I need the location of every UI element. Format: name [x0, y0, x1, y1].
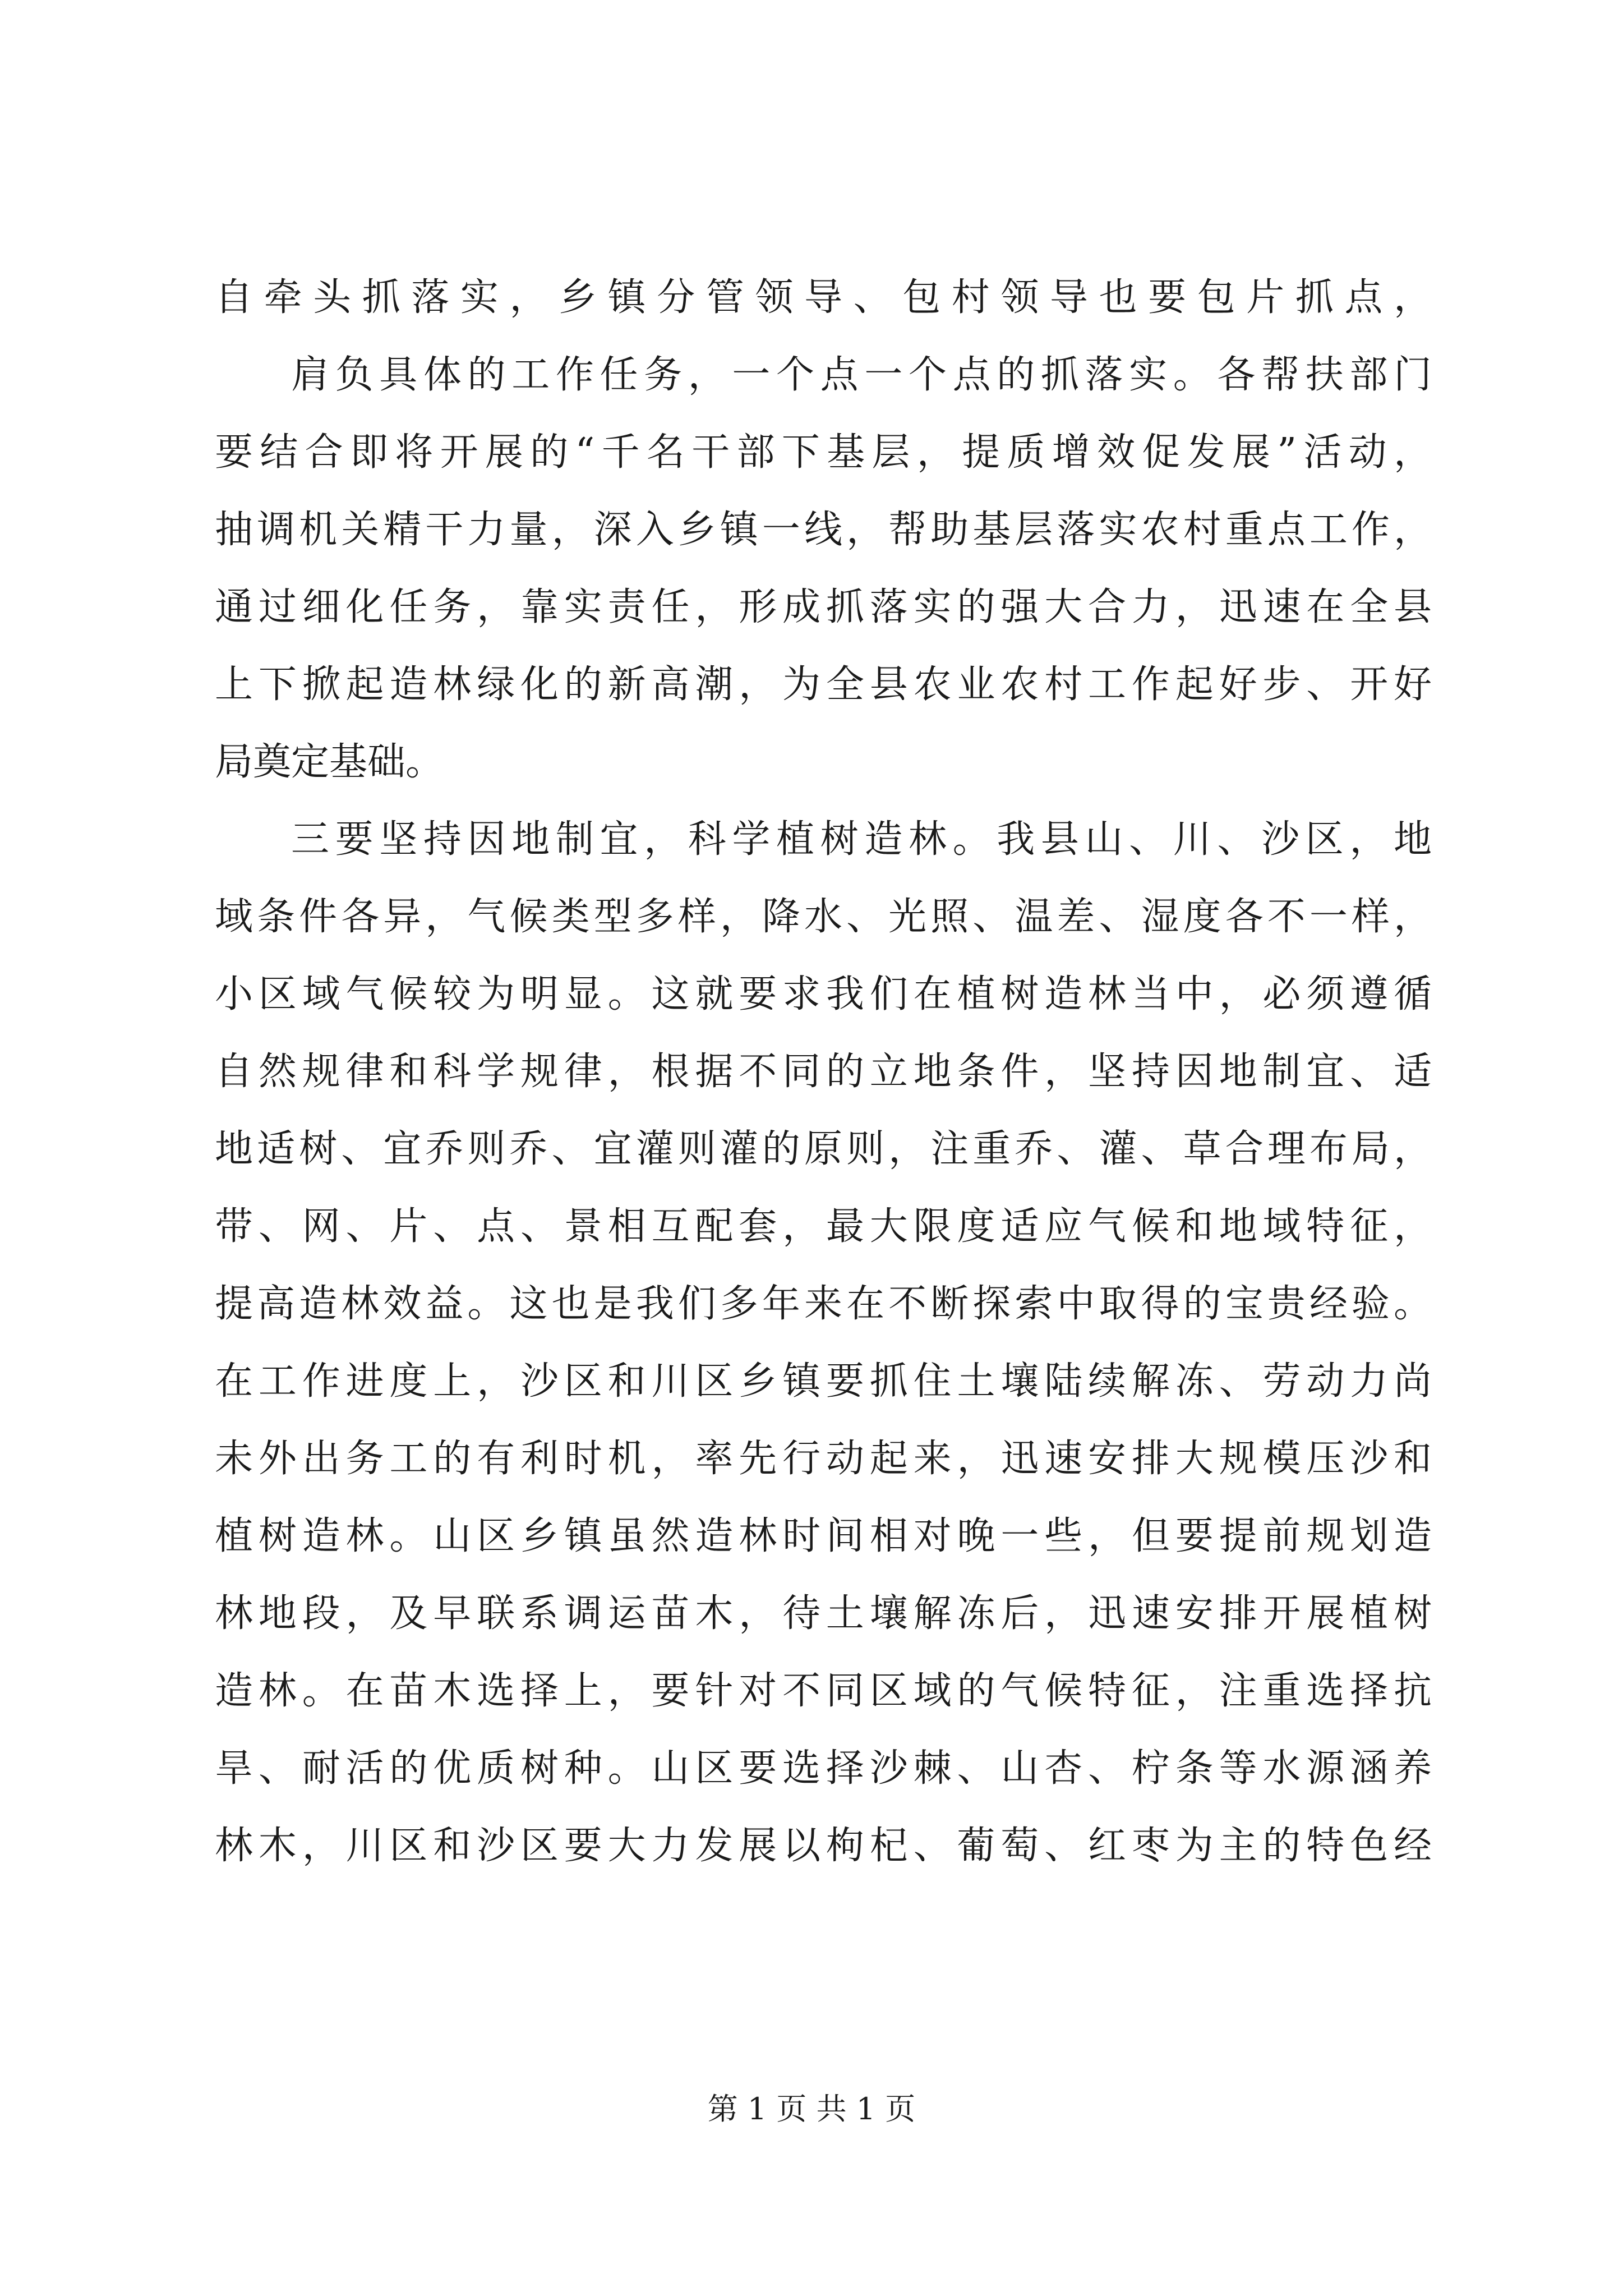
text-line: 域条件各异，气候类型多样，降水、光照、温差、湿度各不一样， [215, 895, 1432, 939]
text-line: 上下掀起造林绿化的新高潮，为全县农业农村工作起好步、开好 [215, 662, 1432, 707]
text-line: 地适树、宜乔则乔、宜灌则灌的原则，注重乔、灌、草合理布局， [215, 1127, 1432, 1171]
text-line: 植树造林。山区乡镇虽然造林时间相对晚一些，但要提前规划造 [215, 1514, 1432, 1558]
text-line: 三要坚持因地制宜，科学植树造林。我县山、川、沙区，地 [291, 817, 1432, 862]
text-line: 抽调机关精干力量，深入乡镇一线，帮助基层落实农村重点工作， [215, 508, 1432, 552]
text-line: 林地段，及早联系调运苗木，待土壤解冻后，迅速安排开展植树 [215, 1591, 1432, 1636]
document-body [215, 259, 1432, 1885]
text-line: 通过细化任务，靠实责任，形成抓落实的强大合力，迅速在全县 [215, 585, 1432, 629]
page-number-label: 第 1 页 共 1 页 [707, 2091, 916, 2127]
text-line: 提高造林效益。这也是我们多年来在不断探索中取得的宝贵经验。 [215, 1282, 1432, 1326]
text-line: 在工作进度上，沙区和川区乡镇要抓住土壤陆续解冻、劳动力尚 [215, 1359, 1432, 1404]
text-line: 局奠定基础。 [215, 740, 444, 784]
text-line: 旱、耐活的优质树种。山区要选择沙棘、山杏、柠条等水源涵养 [215, 1746, 1432, 1791]
text-line: 林木，川区和沙区要大力发展以枸杞、葡萄、红枣为主的特色经 [215, 1824, 1432, 1868]
text-line: 要结合即将开展的“千名干部下基层，提质增效促发展”活动， [215, 430, 1432, 475]
text-line: 带、网、片、点、景相互配套，最大限度适应气候和地域特征， [215, 1204, 1432, 1249]
text-line: 肩负具体的工作任务，一个点一个点的抓落实。各帮扶部门 [291, 353, 1432, 397]
text-line: 自牵头抓落实，乡镇分管领导、包村领导也要包片抓点， [215, 275, 1432, 320]
text-line: 未外出务工的有利时机，率先行动起来，迅速安排大规模压沙和 [215, 1437, 1432, 1481]
text-line: 自然规律和科学规律，根据不同的立地条件，坚持因地制宜、适 [215, 1050, 1432, 1094]
page-footer [0, 2090, 1623, 2129]
text-line: 小区域气候较为明显。这就要求我们在植树造林当中，必须遵循 [215, 972, 1432, 1016]
text-line: 造林。在苗木选择上，要针对不同区域的气候特征，注重选择抗 [215, 1669, 1432, 1713]
